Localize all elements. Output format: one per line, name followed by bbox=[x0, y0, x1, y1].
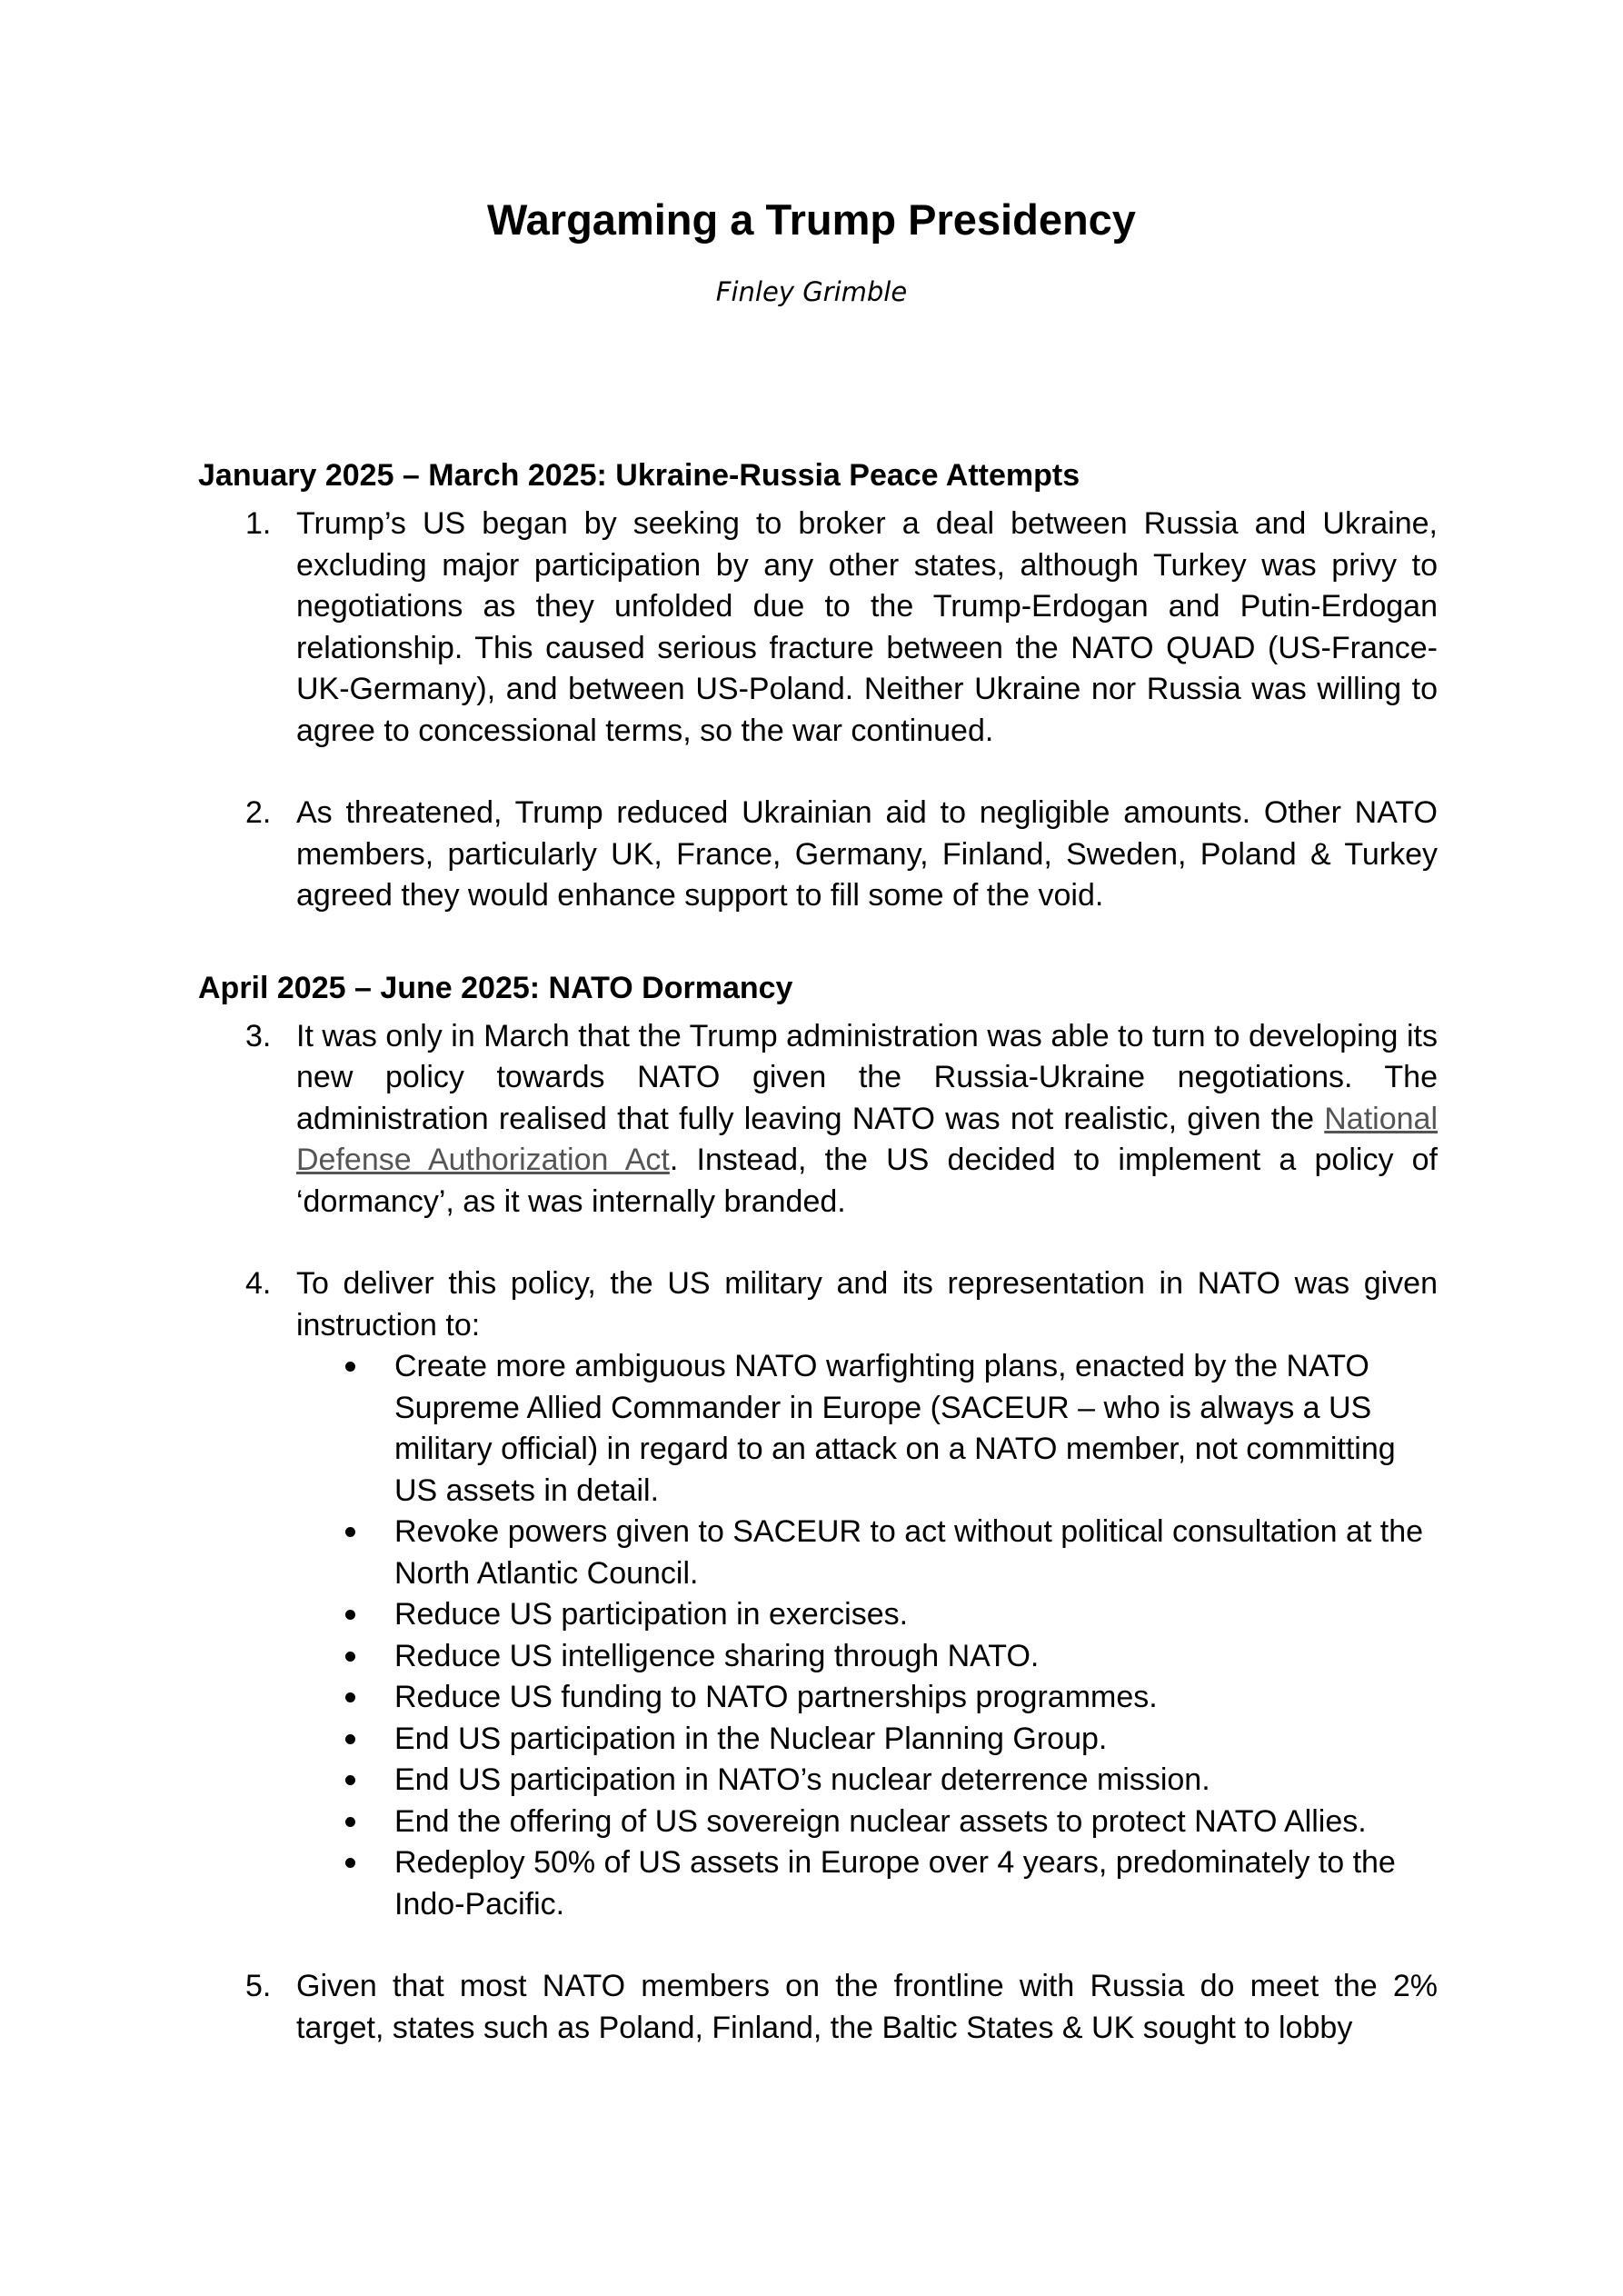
bullet-icon bbox=[345, 1610, 355, 1620]
bullet-item bbox=[296, 1842, 1438, 1925]
bullet-text: Revoke powers given to SACEUR to act without political consultation at the North Atlantic Council. bbox=[394, 1514, 1424, 1591]
paragraph-text: Trump’s US began by seeking to broker a deal between Russia and Ukraine, excluding major participation by any other states, although Turkey was privy to negotiations as they unfolded due to the Trump-Erdogan and Putin-Erdogan relationship. This caused serious fracture between the NATO QUAD (US-France-UK-Germany), and between US-Poland. Neither Ukraine nor Russia was willing to agree to concessional terms, so the war continued. bbox=[296, 506, 1438, 748]
bullet-item bbox=[296, 1594, 1438, 1636]
ndaa-link[interactable]: National Defense Authorization Act bbox=[296, 1101, 1438, 1177]
bullet-item bbox=[296, 1677, 1438, 1719]
paragraph-number: 5. bbox=[245, 1969, 272, 2003]
bullet-item bbox=[296, 1760, 1438, 1802]
paragraph-number: 2. bbox=[245, 795, 272, 830]
bullet-icon bbox=[345, 1362, 355, 1372]
bullet-item bbox=[296, 1719, 1438, 1761]
instruction-bullet-list bbox=[296, 1346, 1438, 1925]
bullet-text: End the offering of US sovereign nuclear assets to protect NATO Allies. bbox=[394, 1803, 1367, 1839]
numbered-paragraph bbox=[198, 504, 1438, 752]
paragraph-number: 4. bbox=[245, 1266, 272, 1301]
numbered-paragraph bbox=[198, 1966, 1438, 2049]
bullet-icon bbox=[345, 1817, 355, 1827]
paragraph-text: Given that most NATO members on the frontline with Russia do meet the 2% target, states such as Poland, Finland, the Baltic States & UK sought to lobby bbox=[296, 1969, 1438, 2045]
bullet-text: End US participation in NATO’s nuclear deterrence mission. bbox=[394, 1762, 1210, 1797]
bullet-icon bbox=[345, 1692, 355, 1702]
paragraph-text bbox=[296, 1016, 1438, 1223]
bullet-icon bbox=[345, 1652, 355, 1662]
bullet-icon bbox=[345, 1527, 355, 1537]
bullet-text: Reduce US intelligence sharing through NATO. bbox=[394, 1638, 1040, 1673]
bullet-text: Create more ambiguous NATO warfighting plans, enacted by the NATO Supreme Allied Commander in Europe (SACEUR – who is always a US military official) in regard to an attack on a NATO member, not committing US assets in detail. bbox=[394, 1349, 1396, 1508]
paragraph-text-end: . Instead, the US decided to implement a policy of ‘dormancy’, as it was internally branded. bbox=[296, 1143, 1438, 1219]
section-heading-nato-dormancy: April 2025 – June 2025: NATO Dormancy bbox=[198, 970, 793, 1005]
document-body bbox=[198, 454, 1438, 2049]
bullet-text: Redeploy 50% of US assets in Europe over 4 years, predominately to the Indo-Pacific. bbox=[394, 1845, 1396, 1922]
numbered-paragraph bbox=[198, 1016, 1438, 1223]
bullet-item bbox=[296, 1346, 1438, 1512]
paragraph-number: 1. bbox=[245, 506, 272, 541]
bullet-text: Reduce US funding to NATO partnerships programmes. bbox=[394, 1680, 1158, 1714]
bullet-icon bbox=[345, 1775, 355, 1785]
bullet-text: End US participation in the Nuclear Planning Group. bbox=[394, 1721, 1108, 1756]
section-heading-peace-attempts: January 2025 – March 2025: Ukraine-Russia Peace Attempts bbox=[198, 458, 1080, 493]
paragraph-text-start: It was only in March that the Trump administration was able to turn to developing its new policy towards NATO given the Russia-Ukraine negotiations. The administration realised that fully leaving NATO was not realistic, given the bbox=[296, 1018, 1438, 1136]
numbered-paragraph bbox=[198, 793, 1438, 917]
paragraph-number: 3. bbox=[245, 1018, 272, 1053]
bullet-item bbox=[296, 1512, 1438, 1594]
document-author: Finley Grimble bbox=[715, 276, 908, 307]
bullet-text: Reduce US participation in exercises. bbox=[394, 1597, 909, 1632]
numbered-paragraph bbox=[198, 1263, 1438, 1925]
bullet-item bbox=[296, 1802, 1438, 1843]
bullet-icon bbox=[345, 1858, 355, 1868]
bullet-item bbox=[296, 1636, 1438, 1678]
bullet-icon bbox=[345, 1734, 355, 1744]
document-title: Wargaming a Trump Presidency bbox=[487, 195, 1136, 244]
paragraph-text: As threatened, Trump reduced Ukrainian aid to negligible amounts. Other NATO members, particularly UK, France, Germany, Finland, Sweden, Poland & Turkey agreed they would enhance support to fill some of the void. bbox=[296, 795, 1438, 913]
paragraph-text: To deliver this policy, the US military and its representation in NATO was given instruction to: bbox=[296, 1266, 1438, 1343]
